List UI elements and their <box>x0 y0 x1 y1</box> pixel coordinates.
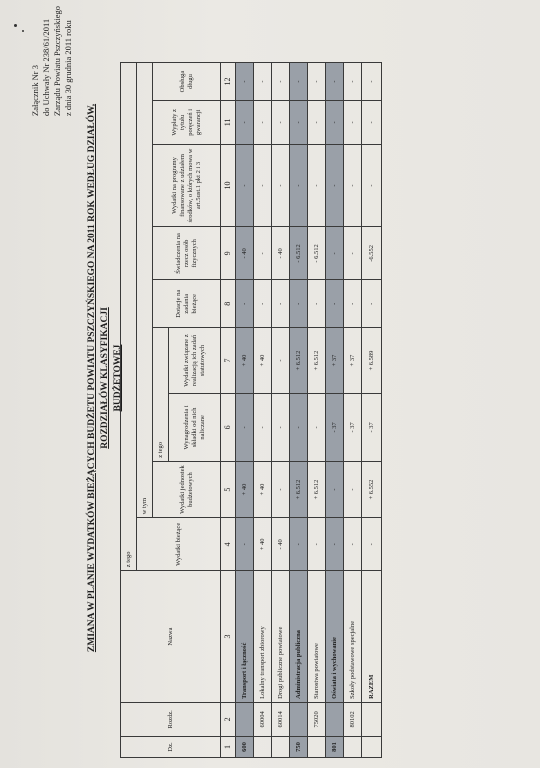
header-dotacje: Dotacje na zadania bieżące <box>153 280 221 328</box>
cell-c6: - <box>272 394 290 462</box>
cell-nazwa: Starostwa powiatowe <box>308 571 326 703</box>
cell-c6: - <box>254 394 272 462</box>
cell-c10: - <box>362 144 382 227</box>
table-row <box>344 63 362 758</box>
title-line: ZMIANA W PLANIE WYDATKÓW BIEŻĄCYCH BUDŻETU POWIATU PSZCZYŃSKIEGO NA 2011 ROK WEDŁUG DZIAŁÓW, ROZDZIAŁÓW KLASYFIKACJI <box>87 103 110 653</box>
cell-c8: - <box>290 280 308 328</box>
cell-c8: - <box>308 280 326 328</box>
cell-c6: - <box>290 394 308 462</box>
cell-c8: - <box>236 280 254 328</box>
column-number: 12 <box>221 63 236 101</box>
cell-dz <box>254 736 272 757</box>
cell-c12: - <box>344 63 362 101</box>
cell-c10: - <box>290 144 308 227</box>
table-row <box>236 63 254 758</box>
cell-c11: - <box>308 101 326 145</box>
cell-c7: + 40 <box>254 328 272 394</box>
cell-c10: - <box>326 144 344 227</box>
table-row <box>272 63 290 758</box>
cell-c8: - <box>344 280 362 328</box>
cell-nazwa: Drogi publiczne powiatowe <box>272 571 290 703</box>
header-rozdz: Rozdz. <box>121 702 221 736</box>
cell-c4: - <box>236 518 254 571</box>
cell-c5: + 6.552 <box>362 461 382 518</box>
cell-rozdz <box>236 702 254 736</box>
cell-c6: - <box>236 394 254 462</box>
cell-c12: - <box>254 63 272 101</box>
header-wydatki-zwiazane: Wydatki związane z realizacją ich zadań statutowych <box>169 328 221 394</box>
cell-nazwa: RAZEM <box>362 571 382 703</box>
table-row <box>308 63 326 758</box>
cell-dz <box>362 736 382 757</box>
column-number: 11 <box>221 101 236 145</box>
cell-c11: - <box>326 101 344 145</box>
cell-nazwa: Szkoły podstawowe specjalne <box>344 571 362 703</box>
cell-c9: - 40 <box>272 227 290 280</box>
header-programy: Wydatki na programy finansowane z udziałem środków, o których mowa w art.5ust.1 pkt 2 i 3 <box>153 144 221 227</box>
table-row <box>362 63 382 758</box>
cell-c11: - <box>236 101 254 145</box>
cell-c12: - <box>362 63 382 101</box>
cell-c4: - <box>344 518 362 571</box>
cell-c9: - <box>344 227 362 280</box>
cell-c10: - <box>272 144 290 227</box>
cell-c8: - <box>272 280 290 328</box>
attachment-line: do Uchwały Nr 238/61/2011 <box>41 18 51 116</box>
attachment-line: Zarządu Powiatu Pszczyńskiego <box>52 6 62 116</box>
cell-dz: 801 <box>326 736 344 757</box>
header-wyplaty: Wypłaty z tytułu poręczeń i gwarancji <box>153 101 221 145</box>
cell-c4: - <box>362 518 382 571</box>
cell-dz: 750 <box>290 736 308 757</box>
cell-c12: - <box>236 63 254 101</box>
cell-rozdz: 75020 <box>308 702 326 736</box>
attachment-line: Załącznik Nr 3 <box>30 65 40 116</box>
cell-c7: - <box>272 328 290 394</box>
cell-c11: - <box>254 101 272 145</box>
header-obsluga: Obsługa długu <box>153 63 221 101</box>
attachment-note <box>30 6 74 116</box>
cell-c6: - 37 <box>326 394 344 462</box>
cell-c9: - <box>326 227 344 280</box>
column-number: 4 <box>221 518 236 571</box>
table-row <box>326 63 344 758</box>
cell-c10: - <box>344 144 362 227</box>
cell-c12: - <box>290 63 308 101</box>
header-w-tym: w tym <box>137 63 153 518</box>
cell-c9: -6.552 <box>362 227 382 280</box>
cell-c5: - <box>344 461 362 518</box>
cell-c11: - <box>272 101 290 145</box>
cell-c8: - <box>326 280 344 328</box>
cell-c11: - <box>362 101 382 145</box>
column-number: 10 <box>221 144 236 227</box>
cell-c7: + 6.512 <box>290 328 308 394</box>
cell-nazwa: Transport i łączność <box>236 571 254 703</box>
header-nazwa: Nazwa <box>121 571 221 703</box>
header-z-tego-sub: z tego <box>153 328 169 462</box>
table-row <box>290 63 308 758</box>
cell-c5: + 6.512 <box>308 461 326 518</box>
cell-c6: - 37 <box>344 394 362 462</box>
cell-c7: + 37 <box>344 328 362 394</box>
cell-c11: - <box>344 101 362 145</box>
cell-c4: - <box>290 518 308 571</box>
cell-c9: - 6.512 <box>290 227 308 280</box>
cell-c4: - <box>308 518 326 571</box>
cell-c6: - <box>308 394 326 462</box>
cell-c9: - <box>254 227 272 280</box>
cell-c7: + 6.589 <box>362 328 382 394</box>
column-number: 7 <box>221 328 236 394</box>
cell-rozdz <box>290 702 308 736</box>
cell-c5: + 6.512 <box>290 461 308 518</box>
cell-rozdz <box>326 702 344 736</box>
cell-dz: 600 <box>236 736 254 757</box>
cell-c5: - <box>272 461 290 518</box>
column-number: 5 <box>221 461 236 518</box>
cell-c5: - <box>326 461 344 518</box>
column-number: 3 <box>221 571 236 703</box>
column-number-row <box>221 63 236 758</box>
cell-rozdz <box>362 702 382 736</box>
cell-c4: + 40 <box>254 518 272 571</box>
cell-nazwa: Lokalny transport zbiorowy <box>254 571 272 703</box>
cell-c8: - <box>362 280 382 328</box>
column-number: 9 <box>221 227 236 280</box>
cell-c10: - <box>236 144 254 227</box>
column-number: 2 <box>221 702 236 736</box>
cell-c9: - 40 <box>236 227 254 280</box>
cell-c10: - <box>308 144 326 227</box>
cell-c4: - <box>326 518 344 571</box>
cell-c7: + 6.512 <box>308 328 326 394</box>
cell-c8: - <box>254 280 272 328</box>
cell-dz <box>344 736 362 757</box>
cell-dz <box>308 736 326 757</box>
attachment-line: z dnia 30 grudnia 2011 roku <box>63 20 73 116</box>
header-wydatki-jednostek: Wydatki jednostek budżetowych <box>153 461 221 518</box>
cell-c11: - <box>290 101 308 145</box>
header-swiadczenia: Świadczenia na rzecz osób fizycznych <box>153 227 221 280</box>
column-number: 6 <box>221 394 236 462</box>
cell-c12: - <box>308 63 326 101</box>
cell-c10: - <box>254 144 272 227</box>
cell-c5: + 40 <box>236 461 254 518</box>
cell-nazwa: Administracja publiczna <box>290 571 308 703</box>
header-z-tego: z tego <box>121 63 137 571</box>
cell-c4: - 40 <box>272 518 290 571</box>
column-number: 1 <box>221 736 236 757</box>
cell-rozdz: 60014 <box>272 702 290 736</box>
cell-rozdz: 80102 <box>344 702 362 736</box>
column-number: 8 <box>221 280 236 328</box>
cell-c7: + 37 <box>326 328 344 394</box>
cell-c5: + 40 <box>254 461 272 518</box>
cell-c7: + 40 <box>236 328 254 394</box>
header-dz: Dz. <box>121 736 221 757</box>
cell-c6: - 37 <box>362 394 382 462</box>
cell-c12: - <box>272 63 290 101</box>
cell-nazwa: Oświata i wychowanie <box>326 571 344 703</box>
header-wynagrodzenia: Wynagrodzenia i składki od nich naliczane <box>169 394 221 462</box>
table-row <box>254 63 272 758</box>
title-line: BUDŻETOWEJ <box>113 344 123 412</box>
header-wydatki-biezace: Wydatki bieżące <box>137 518 221 571</box>
expenditure-table <box>120 62 382 758</box>
cell-dz <box>272 736 290 757</box>
cell-c12: - <box>326 63 344 101</box>
cell-c9: - 6.512 <box>308 227 326 280</box>
cell-rozdz: 60004 <box>254 702 272 736</box>
